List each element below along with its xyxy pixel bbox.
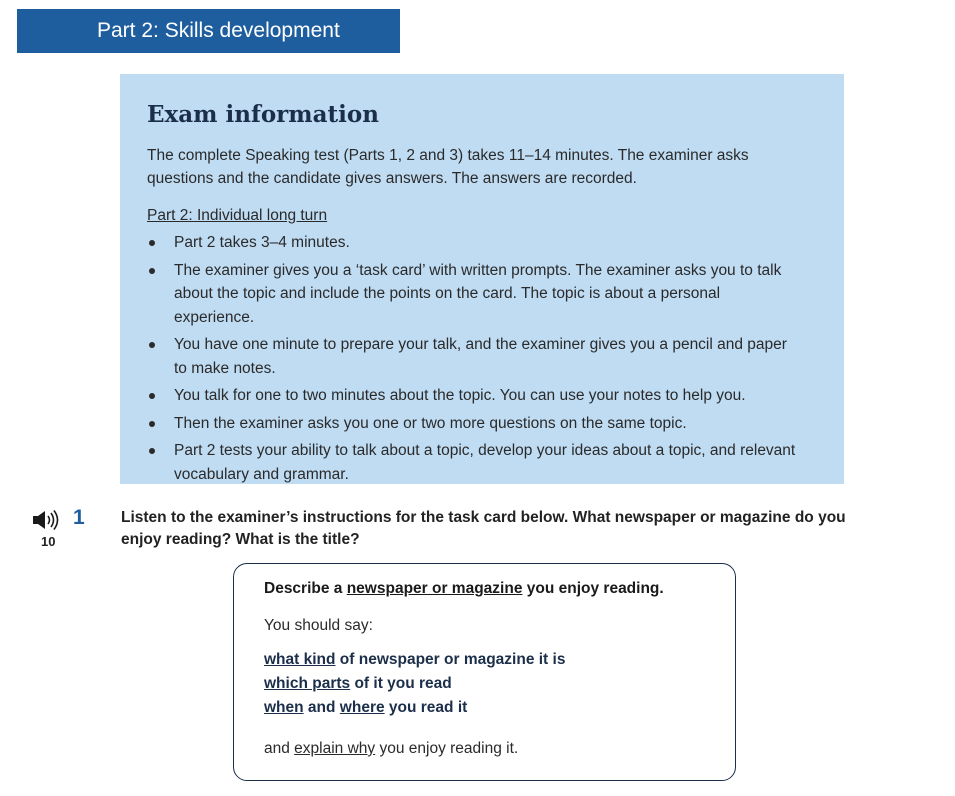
bullet-dot-icon: [149, 342, 155, 348]
bullet-item: [147, 231, 804, 255]
bullet-dot-icon: [149, 421, 155, 427]
bullet-dot-icon: [149, 448, 155, 454]
bullet-text: You talk for one to two minutes about the topic. You can use your notes to help you.: [174, 387, 746, 404]
bullet-item: [147, 439, 804, 486]
speaker-icon: [33, 510, 61, 530]
bullet-dot-icon: [149, 240, 155, 246]
task-card-topic: newspaper or magazine: [346, 580, 523, 597]
task-card-prompt: when and where you read it: [264, 699, 468, 716]
bullet-dot-icon: [149, 268, 155, 274]
exam-info-intro: The complete Speaking test (Parts 1, 2 and 3) takes 11–14 minutes. The examiner asks questions and the candidate gives answers. The answers are recorded.: [147, 147, 749, 187]
bullet-dot-icon: [149, 393, 155, 399]
task-card-should-say: You should say:: [264, 617, 373, 634]
exam-info-bullets: [147, 231, 804, 486]
exam-info-subheading: Part 2: Individual long turn: [147, 207, 328, 224]
task-card-prompt: which parts of it you read: [264, 675, 452, 692]
bullet-item: [147, 259, 804, 330]
exam-information-box: [120, 74, 844, 484]
bullet-text: Part 2 takes 3–4 minutes.: [174, 234, 350, 251]
exercise-instruction: Listen to the examiner’s instructions for the task card below. What newspaper or magazine do you enjoy reading? What is the title?: [121, 509, 846, 548]
bullet-text: You have one minute to prepare your talk, and the examiner gives you a pencil and paper to make notes.: [174, 336, 787, 377]
bullet-item: [147, 412, 804, 436]
exercise-number: 1: [73, 506, 85, 529]
bullet-text: Part 2 tests your ability to talk about a topic, develop your ideas about a topic, and relevant vocabulary and grammar.: [174, 442, 796, 483]
task-card-prompt: what kind of newspaper or magazine it is: [264, 651, 566, 668]
task-card: [233, 563, 736, 781]
bullet-item: [147, 333, 804, 380]
bullet-text: Then the examiner asks you one or two more questions on the same topic.: [174, 414, 687, 432]
exam-info-title: Exam information: [147, 101, 379, 128]
audio-track-marker: [33, 508, 93, 548]
bullet-item: [147, 384, 804, 408]
task-card-explain: and explain why you enjoy reading it.: [264, 740, 519, 757]
section-header: [17, 9, 400, 53]
section-title: Part 2: Skills development: [97, 19, 340, 42]
bullet-text: The examiner gives you a ‘task card’ with written prompts. The examiner asks you to talk about the topic and include the points on the card. The topic is about a personal experience.: [174, 261, 782, 326]
task-card-title: Describe a newspaper or magazine you enjoy reading.: [264, 580, 664, 597]
track-number: 10: [41, 534, 56, 549]
